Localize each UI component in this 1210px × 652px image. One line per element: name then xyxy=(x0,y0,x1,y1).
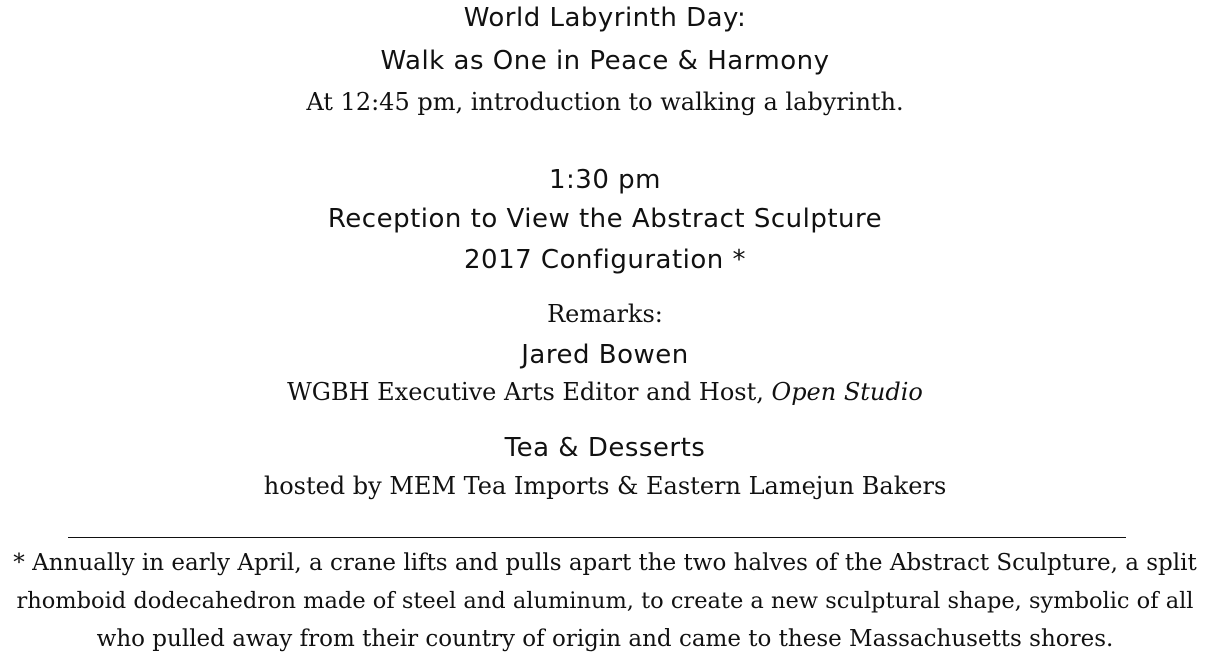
speaker-title-prefix: WGBH Executive Arts Editor and Host, xyxy=(287,378,772,406)
section-divider xyxy=(68,537,1126,538)
reception-title-line2: 2017 Configuration * xyxy=(463,245,747,275)
refreshments-title: Tea & Desserts xyxy=(504,433,706,463)
footnote-line1: * Annually in early April, a crane lifts and pulls apart the two halves of the Abstract Sculpture, a split xyxy=(13,550,1197,576)
footnote-line2: rhomboid dodecahedron made of steel and aluminum, to create a new sculptural shape, symbolic of all xyxy=(16,588,1194,614)
event-title-line2: Walk as One in Peace & Harmony xyxy=(380,46,830,76)
refreshments-hosts: hosted by MEM Tea Imports & Eastern Lamejun Bakers xyxy=(263,472,947,500)
footnote-line3: who pulled away from their country of origin and came to these Massachusetts shores. xyxy=(96,626,1114,652)
event-title-line1: World Labyrinth Day: xyxy=(463,3,747,33)
remarks-label: Remarks: xyxy=(547,300,663,328)
speaker-title xyxy=(0,380,1210,404)
event-intro-text: At 12:45 pm, introduction to walking a labyrinth. xyxy=(306,88,904,116)
speaker-name: Jared Bowen xyxy=(521,340,689,370)
reception-title-line1: Reception to View the Abstract Sculpture xyxy=(327,204,883,234)
speaker-show-name: Open Studio xyxy=(771,378,923,406)
reception-time: 1:30 pm xyxy=(549,165,661,195)
